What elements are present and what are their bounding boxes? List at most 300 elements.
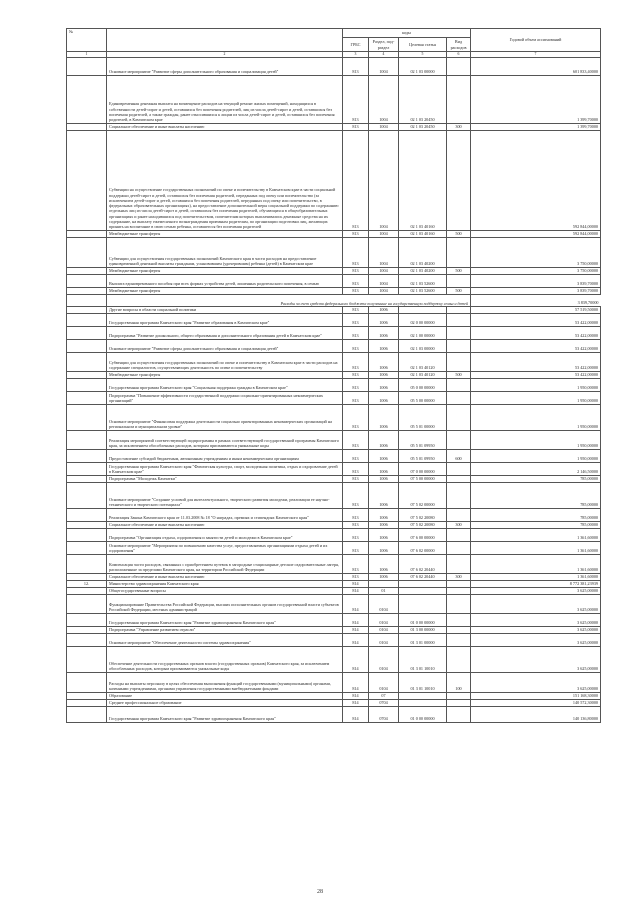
table-row (67, 706, 601, 722)
row-number-cell (67, 274, 107, 287)
row-name-cell: Подпрограмма "Организация отдыха, оздоровления и занятости детей и молодежи в Камчатском крае" (107, 528, 343, 541)
row-expense-type-cell (447, 326, 471, 339)
row-amount-cell: 3 625,00000 (471, 613, 601, 626)
row-number-cell (67, 230, 107, 237)
row-number-cell (67, 475, 107, 482)
row-number-cell (67, 130, 107, 230)
table-row (67, 274, 601, 287)
row-target-cell: 02 1 03 00000 (399, 57, 447, 75)
row-target-cell: 05 5 00 00000 (399, 391, 447, 404)
row-section-cell: 1004 (369, 274, 399, 287)
row-expense-type-cell: 500 (447, 287, 471, 294)
row-target-cell: 05 5 01 00000 (399, 404, 447, 430)
row-grbs-cell: 814 (343, 706, 369, 722)
row-name-cell: Образование (107, 692, 343, 699)
row-name-cell: Подпрограмма "Повышение эффективности государственной поддержки социально-ориентированных некоммерческих организаций" (107, 391, 343, 404)
row-target-cell: 01 3 01 10010 (399, 646, 447, 672)
row-amount-cell: 3 750,00000 (471, 267, 601, 274)
row-number-cell (67, 528, 107, 541)
row-name-cell: Государственная программа Камчатского края "Социальная поддержка граждан в Камчатском крае" (107, 378, 343, 391)
row-target-cell: 07 5 00 00000 (399, 475, 447, 482)
row-name-cell: Министерство здравоохранения Камчатского края (107, 580, 343, 587)
row-amount-cell: 785,00000 (471, 475, 601, 482)
row-grbs-cell: 814 (343, 672, 369, 692)
row-number-cell (67, 541, 107, 554)
table-row (67, 237, 601, 267)
row-grbs-cell: 813 (343, 123, 369, 130)
row-expense-type-cell (447, 646, 471, 672)
row-number-cell (67, 573, 107, 580)
row-target-cell: 02 1 03 52600 (399, 274, 447, 287)
row-amount-cell: 785,00000 (471, 521, 601, 528)
table-row (67, 541, 601, 554)
row-target-cell: 02 1 00 00000 (399, 326, 447, 339)
row-number-cell (67, 123, 107, 130)
row-grbs-cell: 813 (343, 462, 369, 475)
table-note-row (67, 294, 601, 306)
row-target-cell: 07 5 02 20080 (399, 508, 447, 521)
row-name-cell: Основное мероприятие "Развитие сферы дополнительного образования и социализация детей" (107, 57, 343, 75)
row-expense-type-cell (447, 306, 471, 313)
table-row (67, 391, 601, 404)
row-target-cell: 07 6 02 20440 (399, 573, 447, 580)
row-name-cell: Основное мероприятие "Развитие сферы дополнительного образования и социализация детей" (107, 339, 343, 352)
table-row (67, 352, 601, 371)
row-section-cell: 1006 (369, 462, 399, 475)
row-name-cell: Выплата единовременного пособия при всех формах устройства детей, лишенных родительского попечения, в семью (107, 274, 343, 287)
row-target-cell: 01 3 00 00000 (399, 626, 447, 633)
row-number-cell (67, 482, 107, 508)
row-expense-type-cell (447, 352, 471, 371)
column-index: 7 (471, 52, 601, 58)
row-grbs-cell: 814 (343, 699, 369, 706)
table-row (67, 508, 601, 521)
row-name-cell: Межбюджетные трансферты (107, 230, 343, 237)
table-header (67, 29, 601, 58)
row-target-cell: 02 1 03 40160 (399, 230, 447, 237)
row-number-cell (67, 508, 107, 521)
row-section-cell: 0104 (369, 633, 399, 646)
row-amount-cell: 1 950,00000 (471, 430, 601, 449)
budget-table (66, 28, 601, 723)
row-grbs-cell: 813 (343, 75, 369, 123)
row-amount-cell: 8 772 381,23939 (471, 580, 601, 587)
column-index: 1 (67, 52, 107, 58)
table-row (67, 699, 601, 706)
row-expense-type-cell (447, 580, 471, 587)
row-section-cell: 01 (369, 587, 399, 594)
row-expense-type-cell (447, 541, 471, 554)
row-grbs-cell: 813 (343, 554, 369, 573)
row-section-cell: 1006 (369, 430, 399, 449)
row-number-cell (67, 646, 107, 672)
row-amount-cell: 140 136,80000 (471, 706, 601, 722)
row-section-cell: 1006 (369, 508, 399, 521)
row-expense-type-cell (447, 699, 471, 706)
row-number-cell (67, 587, 107, 594)
row-expense-type-cell (447, 404, 471, 430)
row-expense-type-cell: 300 (447, 123, 471, 130)
row-amount-cell: 1 361,60000 (471, 528, 601, 541)
row-amount-cell: 3 839,70000 (577, 300, 599, 306)
row-number-cell (67, 626, 107, 633)
row-section-cell: 1006 (369, 339, 399, 352)
row-expense-type-cell (447, 339, 471, 352)
row-grbs-cell: 814 (343, 692, 369, 699)
row-grbs-cell: 813 (343, 475, 369, 482)
row-section-cell: 1004 (369, 287, 399, 294)
row-section-cell: 0704 (369, 706, 399, 722)
row-section-cell: 1006 (369, 475, 399, 482)
row-expense-type-cell (447, 75, 471, 123)
row-target-cell (399, 306, 447, 313)
row-grbs-cell: 813 (343, 573, 369, 580)
row-grbs-cell: 813 (343, 528, 369, 541)
header-codes-group: коды (343, 29, 471, 38)
row-grbs-cell: 814 (343, 633, 369, 646)
row-target-cell: 07 6 00 00000 (399, 528, 447, 541)
row-target-cell: 02 1 03 40120 (399, 371, 447, 378)
row-amount-cell: 785,00000 (471, 508, 601, 521)
row-name-cell: Государственная программа Камчатского края "Развитие здравоохранения Камчатского края" (107, 706, 343, 722)
row-target-cell: 02 1 03 00000 (399, 339, 447, 352)
row-expense-type-cell (447, 462, 471, 475)
row-name-cell: Субвенции на осуществление государственных полномочий по опеке и попечительству в Камчатском крае в части социальной поддержки детей-сирот и детей, оставшихся без попечения родителей, переданных под опеку или попечительство (за исключением детей-сирот и детей, оставшихся без попечения родителей, переданных под опеку или попечительство, в федеральных образовательных организациях), на предоставление дополнительной меры социальной поддержки по содержанию отдельных лиц из числа детей-сирот и детей, оставшихся без попечения родителей, обучающихся в общеобразовательных организациях и ранее находившихся под попечительством, попечителям которых выплачивались денежные средства на их содержание, на выплату ежемесячного вознаграждения приемным родителям, по организации подготовки лиц, желающих принять на воспитание в свою семью ребенка, оставшегося без попечения родителей (107, 130, 343, 230)
row-number-cell (67, 57, 107, 75)
row-name-cell: Государственная программа Камчатского края "Развитие здравоохранения Камчатского края" (107, 613, 343, 626)
row-section-cell: 1006 (369, 554, 399, 573)
row-expense-type-cell (447, 475, 471, 482)
row-number-cell (67, 287, 107, 294)
row-name-cell: Расходы на выплаты персоналу в целях обеспечения выполнения функций государственными (муниципальными) органами, казенными учреждениями, органами управления государственными внебюджетными фондами (107, 672, 343, 692)
row-section-cell: 1004 (369, 57, 399, 75)
row-grbs-cell: 813 (343, 274, 369, 287)
row-target-cell: 01 0 00 00000 (399, 706, 447, 722)
table-row (67, 378, 601, 391)
row-target-cell: 02 1 03 40200 (399, 267, 447, 274)
row-amount-cell: 1 361,60000 (471, 573, 601, 580)
row-number-cell (67, 706, 107, 722)
row-number-cell (67, 554, 107, 573)
row-target-cell: 05 5 01 09950 (399, 430, 447, 449)
row-section-cell: 1006 (369, 391, 399, 404)
row-grbs-cell: 813 (343, 541, 369, 554)
row-amount-cell: 3 625,00000 (471, 633, 601, 646)
row-grbs-cell: 813 (343, 267, 369, 274)
row-expense-type-cell: 500 (447, 267, 471, 274)
row-expense-type-cell: 600 (447, 449, 471, 462)
row-amount-cell: 1 950,00000 (471, 449, 601, 462)
table-row (67, 573, 601, 580)
table-row (67, 475, 601, 482)
row-amount-cell: 3 750,00000 (471, 237, 601, 267)
column-index: 2 (107, 52, 343, 58)
row-section-cell: 0104 (369, 646, 399, 672)
row-grbs-cell: 813 (343, 449, 369, 462)
column-index: 6 (447, 52, 471, 58)
row-grbs-cell: 813 (343, 508, 369, 521)
note-cell (107, 294, 471, 306)
row-name-cell: Межбюджетные трансферты (107, 267, 343, 274)
row-name-cell: Государственная программа Камчатского края "Развитие образования в Камчатском крае" (107, 313, 343, 326)
row-section-cell: 1006 (369, 404, 399, 430)
row-target-cell: 01 3 01 00000 (399, 633, 447, 646)
row-name-cell: Государственная программа Камчатского края "Физическая культура, спорт, молодежная политика, отдых и оздоровление детей в Камчатском крае" (107, 462, 343, 475)
row-target-cell: 02 1 03 20450 (399, 75, 447, 123)
row-number-cell (67, 699, 107, 706)
row-name-cell: Основное мероприятие "Финансовая поддержка деятельности социально ориентированных некоммерческих организаций на региональном и муниципальном уровне" (107, 404, 343, 430)
row-target-cell: 07 5 02 20080 (399, 521, 447, 528)
row-grbs-cell: 813 (343, 339, 369, 352)
header-name (107, 29, 343, 52)
row-amount-cell: 53 422,00000 (471, 339, 601, 352)
row-amount-cell: 3 625,00000 (471, 626, 601, 633)
row-amount-cell: 1 399,70000 (471, 123, 601, 130)
table-row (67, 313, 601, 326)
row-amount-cell: 3 625,00000 (471, 646, 601, 672)
row-grbs-cell: 813 (343, 237, 369, 267)
row-amount-cell: 2 146,50000 (471, 462, 601, 475)
row-number-cell (67, 326, 107, 339)
row-target-cell: 07 5 02 00000 (399, 482, 447, 508)
row-target-cell (399, 594, 447, 613)
row-number-cell (67, 371, 107, 378)
row-name-cell: Подпрограмма "Развитие дошкольного, общего образования и дополнительного образования детей в Камчатском крае" (107, 326, 343, 339)
row-amount-cell: 1 950,00000 (471, 378, 601, 391)
row-amount-cell: 3 625,00000 (471, 587, 601, 594)
table-body (67, 57, 601, 722)
row-number-cell (67, 75, 107, 123)
row-target-cell (399, 580, 447, 587)
row-name-cell: Межбюджетные трансферты (107, 287, 343, 294)
row-section-cell: 1004 (369, 237, 399, 267)
row-target-cell: 01 0 00 00000 (399, 613, 447, 626)
table-row (67, 130, 601, 230)
row-section-cell: 1006 (369, 306, 399, 313)
row-expense-type-cell: 500 (447, 230, 471, 237)
row-amount-cell: 53 422,00000 (471, 326, 601, 339)
row-section-cell: 0104 (369, 613, 399, 626)
row-name-cell: Социальное обеспечение и иные выплаты населению (107, 573, 343, 580)
row-grbs-cell: 813 (343, 430, 369, 449)
table-row (67, 404, 601, 430)
row-amount-cell: 592 844,00000 (471, 230, 601, 237)
row-number-cell (67, 633, 107, 646)
table-row (67, 672, 601, 692)
row-amount-cell: 1 399,70000 (471, 75, 601, 123)
row-target-cell: 02 1 03 52600 (399, 287, 447, 294)
row-number-cell (67, 430, 107, 449)
row-amount-cell: 57 519,50000 (471, 306, 601, 313)
row-section-cell: 1004 (369, 75, 399, 123)
row-amount-cell: 1 950,00000 (471, 404, 601, 430)
row-number-cell (67, 378, 107, 391)
table-row (67, 430, 601, 449)
row-section-cell (369, 580, 399, 587)
row-section-cell: 1006 (369, 449, 399, 462)
row-amount-cell: 785,00000 (471, 482, 601, 508)
row-grbs-cell: 814 (343, 594, 369, 613)
row-target-cell: 02 1 03 20450 (399, 123, 447, 130)
row-name-cell: Реализация мероприятий соответствующей подпрограммы в рамках соответствующей государственной программы Камчатского края, за исключением обособленных расходов, которым присваиваются уникальные коды (107, 430, 343, 449)
row-target-cell (399, 587, 447, 594)
row-expense-type-cell (447, 594, 471, 613)
row-amount-cell: 3 625,00000 (471, 594, 601, 613)
row-section-cell: 0104 (369, 626, 399, 633)
row-grbs-cell: 813 (343, 482, 369, 508)
row-amount-cell: 3 839,70000 (471, 287, 601, 294)
row-number-cell (67, 449, 107, 462)
table-row (67, 449, 601, 462)
row-target-cell: 01 3 01 10010 (399, 672, 447, 692)
row-target-cell (399, 692, 447, 699)
row-grbs-cell: 814 (343, 646, 369, 672)
row-amount-cell: 601 833,40000 (471, 57, 601, 75)
row-number-cell: 12. (67, 580, 107, 587)
row-expense-type-cell (447, 528, 471, 541)
table-row (67, 267, 601, 274)
row-section-cell: 1006 (369, 528, 399, 541)
row-name-cell: Среднее профессиональное образование (107, 699, 343, 706)
row-expense-type-cell (447, 633, 471, 646)
row-expense-type-cell (447, 378, 471, 391)
row-number-cell (67, 313, 107, 326)
row-number-cell (67, 692, 107, 699)
table-row (67, 339, 601, 352)
row-section-cell: 1006 (369, 521, 399, 528)
table-row (67, 633, 601, 646)
row-section-cell: 1006 (369, 482, 399, 508)
row-number-cell (67, 267, 107, 274)
row-grbs-cell: 813 (343, 378, 369, 391)
table-row (67, 326, 601, 339)
row-amount-cell: 140 572,30000 (471, 699, 601, 706)
row-target-cell: 02 0 00 00000 (399, 313, 447, 326)
row-expense-type-cell: 300 (447, 573, 471, 580)
row-grbs-cell: 813 (343, 57, 369, 75)
row-name-cell: Функционирование Правительства Российской Федерации, высших исполнительных органов государственной власти субъектов Российской Федерации, местных администраций (107, 594, 343, 613)
row-target-cell: 05 0 00 00000 (399, 378, 447, 391)
table-row (67, 230, 601, 237)
row-name-cell: Подпрограмма "Управление развитием отрасли" (107, 626, 343, 633)
row-name-cell: Реализация Закона Камчатского края от 11.03.2008 № 18 "О наградах, премиях и стипендиях Камчатского края" (107, 508, 343, 521)
row-target-cell: 02 1 03 40200 (399, 237, 447, 267)
row-number-cell (67, 462, 107, 475)
row-section-cell: 0104 (369, 594, 399, 613)
row-section-cell: 1006 (369, 371, 399, 378)
row-grbs-cell: 813 (343, 371, 369, 378)
row-name-cell: Предоставление субсидий бюджетным, автономным учреждениям и иным некоммерческим организациям (107, 449, 343, 462)
row-expense-type-cell (447, 692, 471, 699)
row-target-cell: 02 1 03 40160 (399, 130, 447, 230)
row-number-cell (67, 294, 107, 306)
row-amount-cell: 1 361,60000 (471, 541, 601, 554)
row-name-cell: Обеспечение деятельности государственных органов власти (государственных органов) Камчатского края, за исключением обособленных расходов, которым присваиваются уникальные коды (107, 646, 343, 672)
row-section-cell: 07 (369, 692, 399, 699)
row-expense-type-cell (447, 237, 471, 267)
row-name-cell: Межбюджетные трансферты (107, 371, 343, 378)
row-name-cell: Субвенции для осуществления государственных полномочий Камчатского края в части расходов на предоставление единовременной денежной выплаты гражданам, усыновившим (удочерившим) ребенка (детей) в Камчатском крае (107, 237, 343, 267)
row-expense-type-cell (447, 613, 471, 626)
table-row (67, 613, 601, 626)
row-section-cell: 1006 (369, 541, 399, 554)
table-row (67, 692, 601, 699)
row-name-cell: Основное мероприятие "Обеспечение деятельности системы здравоохранения" (107, 633, 343, 646)
table-row (67, 580, 601, 587)
row-section-cell: 1006 (369, 378, 399, 391)
row-amount-cell: 53 422,00000 (471, 352, 601, 371)
row-amount-cell: 53 422,00000 (471, 371, 601, 378)
row-section-cell: 0104 (369, 672, 399, 692)
column-index: 3 (343, 52, 369, 58)
row-expense-type-cell: 300 (447, 521, 471, 528)
table-row (67, 482, 601, 508)
row-number-cell (67, 594, 107, 613)
row-grbs-cell: 814 (343, 626, 369, 633)
row-name-cell: Общегосударственные вопросы (107, 587, 343, 594)
table-row (67, 75, 601, 123)
row-amount-cell: 592 844,00000 (471, 130, 601, 230)
row-expense-type-cell (447, 508, 471, 521)
row-target-cell: 02 1 03 40120 (399, 352, 447, 371)
row-name-cell: Субвенции для осуществления государственных полномочий по опеке и попечительству в Камчатском крае в части расходов на содержание специалистов, осуществляющих деятельность по опеке и попечительству (107, 352, 343, 371)
header-annual-amount: Годовой объем ассигнований (471, 29, 601, 52)
header-expense-type: Вид расходов (447, 38, 471, 52)
row-number-cell (67, 404, 107, 430)
row-section-cell: 1004 (369, 123, 399, 130)
table-row (67, 287, 601, 294)
row-number-cell (67, 352, 107, 371)
row-section-cell: 1006 (369, 313, 399, 326)
table-row (67, 587, 601, 594)
header-target-article: Целевая статья (399, 38, 447, 52)
row-expense-type-cell (447, 130, 471, 230)
row-number-cell (67, 521, 107, 528)
row-expense-type-cell: 100 (447, 672, 471, 692)
row-number-cell (67, 613, 107, 626)
row-amount-cell: 1 361,60000 (471, 554, 601, 573)
row-expense-type-cell: 500 (447, 371, 471, 378)
row-expense-type-cell (447, 554, 471, 573)
row-name-cell: Компенсация части расходов, связанных с приобретением путевок в загородные стационарные детские оздоровительные лагеря, расположенные за пределами Камчатского края, на территории Российской Федерации (107, 554, 343, 573)
row-grbs-cell: 813 (343, 313, 369, 326)
row-expense-type-cell (447, 57, 471, 75)
row-target-cell (399, 699, 447, 706)
table-row (67, 626, 601, 633)
table-row (67, 462, 601, 475)
row-section-cell: 1006 (369, 326, 399, 339)
table-row (67, 123, 601, 130)
row-amount-cell: 3 625,00000 (471, 672, 601, 692)
row-number-cell (67, 339, 107, 352)
row-section-cell: 1006 (369, 352, 399, 371)
row-number-cell (67, 237, 107, 267)
row-name-cell: Единовременная денежная выплата на возмещение расходов на текущий ремонт жилых помещений, находящихся в собственности детей-сирот и детей, оставшихся без попечения родителей, лиц из числа детей-сирот и детей, оставшихся без попечения родителей, а также граждан, ранее относившихся к лицам из числа детей-сирот и детей, оставшихся без попечения родителей, в Камчатском крае (107, 75, 343, 123)
row-name-cell: Другие вопросы в области социальной политики (107, 306, 343, 313)
row-grbs-cell: 813 (343, 404, 369, 430)
header-number: № (67, 29, 107, 52)
table-row (67, 306, 601, 313)
row-name-cell: Подпрограмма "Молодежь Камчатки" (107, 475, 343, 482)
row-expense-type-cell (447, 482, 471, 508)
column-index: 5 (399, 52, 447, 58)
header-section: Раздел, под- раздел (369, 38, 399, 52)
table-row (67, 521, 601, 528)
row-grbs-cell: 813 (343, 521, 369, 528)
table-row (67, 594, 601, 613)
row-expense-type-cell (447, 626, 471, 633)
table-row (67, 554, 601, 573)
